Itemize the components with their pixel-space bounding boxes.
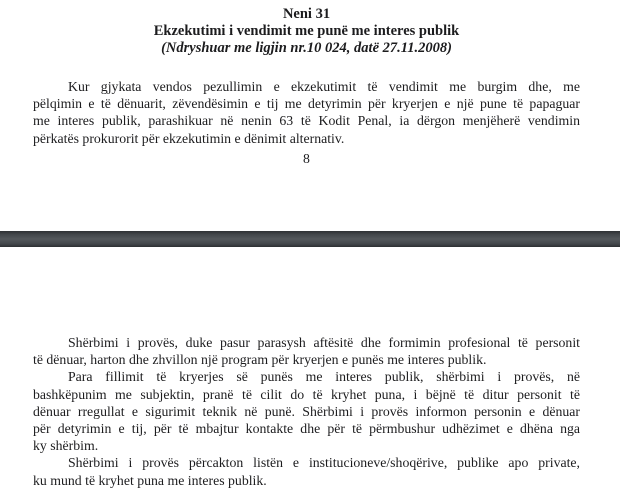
text-line: të dënuar, harton dhe zhvillon një program për kryerjen e punës me interes publik.	[33, 352, 487, 368]
article-paragraph	[33, 78, 580, 147]
article-amendment-note: (Ndryshuar me ligjin nr.10 024, datë 27.11.2008)	[161, 40, 452, 56]
text-line: ky shërbim.	[33, 438, 99, 454]
text-line: me interes publik, parashikuar në nenin 63 të Kodit Penal, ia dërgon menjëherë vendimin	[33, 113, 580, 129]
text-line: bashkëpunim me subjektin, pranë të cilit do të kryhet puna, i bëjnë të ditur personit të	[33, 386, 580, 402]
page-number: 8	[303, 151, 310, 166]
text-line: përkatës prokurorit për ekzekutimin e dënimit alternativ.	[33, 130, 345, 146]
text-line: për detyrimin e tij, për të mbajtur kontakte dhe për të përmbushur udhëzimet e dhëna nga	[33, 420, 580, 436]
page-separator-bar	[0, 231, 620, 247]
text-line: Para fillimit të kryerjes së punës me interes publik, shërbimi i provës, në	[68, 369, 580, 385]
text-line: pëlqimin e të dënuarit, zëvendësimin e tij me detyrimin për kryerjen e një pune të papaguar	[33, 96, 580, 112]
text-line: dënuar rregullat e sigurimit teknik në punë. Shërbimi i provës informon personin e dënuar	[33, 403, 580, 419]
text-line: ku mund të kryhet puna me interes publik.	[33, 472, 267, 488]
article-paragraph	[33, 454, 580, 488]
article-title: Ekzekutimi i vendimit me punë me interes publik	[153, 23, 460, 39]
pdf-page-2	[33, 334, 580, 489]
text-line: Shërbimi i provës, duke pasur parasysh aftësitë dhe formimin profesional të personit	[68, 335, 580, 350]
article-number-heading: Neni 31	[282, 6, 331, 22]
article-paragraph	[33, 368, 580, 454]
text-line: Shërbimi i provës përcakton listën e institucioneve/shoqërive, publike apo private,	[68, 455, 580, 471]
text-line: Kur gjykata vendos pezullimin e ekzekutimit të vendimit me burgim dhe, me	[68, 79, 580, 94]
article-paragraph	[33, 334, 580, 368]
